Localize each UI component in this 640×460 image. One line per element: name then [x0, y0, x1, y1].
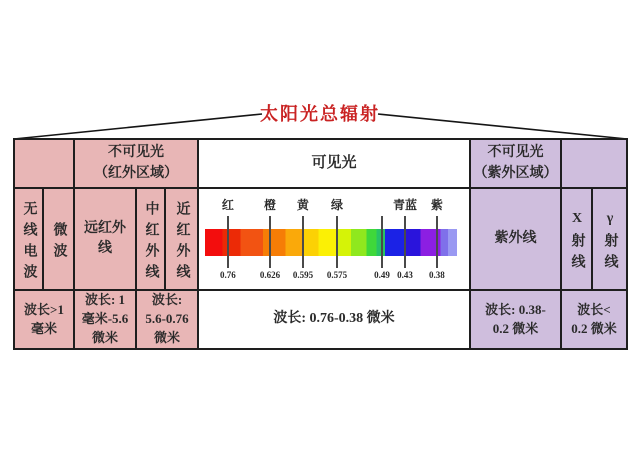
spectrum-tick-value: 0.38 — [428, 270, 445, 280]
cell-band-near-infrared — [166, 189, 197, 289]
spectrum-tick-line — [381, 216, 383, 268]
wavelength-uv-line2: 0.2 微米 — [492, 320, 539, 336]
wavelength-far-ir-line2: 毫米-5.6 — [81, 311, 129, 327]
roof-lines — [0, 98, 640, 140]
spectrum-tick-value: 0.626 — [259, 270, 281, 280]
cell-band-far-infrared — [75, 189, 135, 289]
cell-empty-left — [15, 140, 73, 187]
cell-band-xray — [562, 189, 591, 289]
cell-band-mid-infrared — [137, 189, 164, 289]
spectrum-color-label: 绿 — [330, 198, 343, 212]
roof-line-right — [378, 114, 627, 139]
cell-wavelength-visible: 波长: 0.76-0.38 微米 — [199, 291, 469, 348]
spectrum-tick-line — [269, 216, 271, 268]
infrared-header-line2: （红外区域） — [94, 165, 178, 181]
wavelength-mid-ir-line2: 5.6-0.76 — [145, 311, 189, 327]
spectrum-color-label: 紫 — [430, 198, 443, 212]
wavelength-mid-ir-line1: 波长: — [151, 292, 183, 308]
cell-band-radio — [15, 189, 42, 289]
spectrum-tick-value: 0.575 — [326, 270, 348, 280]
cell-header-infrared — [75, 140, 197, 187]
wavelength-xray-line1: 波长< — [577, 301, 611, 317]
spectrum-tick-line — [404, 216, 406, 268]
cell-band-ultraviolet: 紫外线 — [471, 189, 560, 289]
spectrum-color-label: 橙 — [263, 198, 277, 212]
wavelength-far-ir-line3: 微米 — [91, 329, 118, 345]
spectrum-tick-value: 0.76 — [220, 270, 236, 280]
wavelength-mid-ir-line3: 微米 — [153, 329, 180, 345]
mid-infrared-label: 中红外线 — [143, 200, 159, 285]
spectrum-color-label: 红 — [221, 198, 234, 212]
cell-wavelength-xray-gamma — [562, 291, 626, 348]
cell-wavelength-mid-near-infrared — [137, 291, 197, 348]
radio-label: 无线电波 — [21, 200, 37, 285]
wavelength-radio-line1: 波长>1 — [24, 301, 64, 317]
ultraviolet-header-line2: （紫外区域） — [473, 165, 558, 181]
wavelength-uv-line1: 波长: 0.38- — [485, 301, 546, 317]
spectrum-color-label: 青蓝 — [392, 198, 418, 212]
cell-band-microwave — [44, 189, 73, 289]
wavelength-far-ir-line1: 波长: 1 — [84, 292, 126, 308]
spectrum-tick-value: 0.43 — [397, 270, 413, 280]
spectrum-tick-value: 0.595 — [292, 270, 314, 280]
spectrum-tick-line — [336, 216, 338, 268]
spectrum-table — [13, 138, 628, 350]
far-infrared-label-line2: 线 — [98, 241, 112, 256]
cell-visible-spectrum — [199, 189, 469, 289]
spectrum-tick-line — [227, 216, 229, 268]
spectrum-color-bar — [205, 229, 457, 256]
cell-wavelength-radio-microwave — [15, 291, 73, 348]
near-infrared-label: 近红外线 — [174, 200, 190, 285]
spectrum-tick-line — [436, 216, 438, 268]
gamma-label: γ射线 — [602, 210, 618, 275]
cell-band-gamma — [593, 189, 626, 289]
spectrum-tick-line — [302, 216, 304, 268]
cell-wavelength-ultraviolet — [471, 291, 560, 348]
spectrum-color-label: 黄 — [296, 198, 309, 212]
ultraviolet-header-line1: 不可见光 — [487, 145, 544, 161]
xray-label: X射线 — [569, 210, 585, 275]
infrared-header-line1: 不可见光 — [108, 145, 164, 161]
cell-empty-right — [562, 140, 626, 187]
cell-wavelength-far-infrared — [75, 291, 135, 348]
cell-header-visible: 可见光 — [199, 140, 469, 187]
spectrum-tick-value: 0.49 — [374, 270, 390, 280]
diagram-title: 太阳光总辐射 — [260, 104, 380, 124]
far-infrared-label-line1: 远红外 — [84, 220, 126, 236]
wavelength-xray-line2: 0.2 微米 — [571, 320, 617, 336]
wavelength-radio-line2: 毫米 — [30, 320, 57, 336]
microwave-label: 微波 — [51, 221, 67, 264]
cell-header-ultraviolet — [471, 140, 560, 187]
roof-line-left — [14, 114, 262, 139]
